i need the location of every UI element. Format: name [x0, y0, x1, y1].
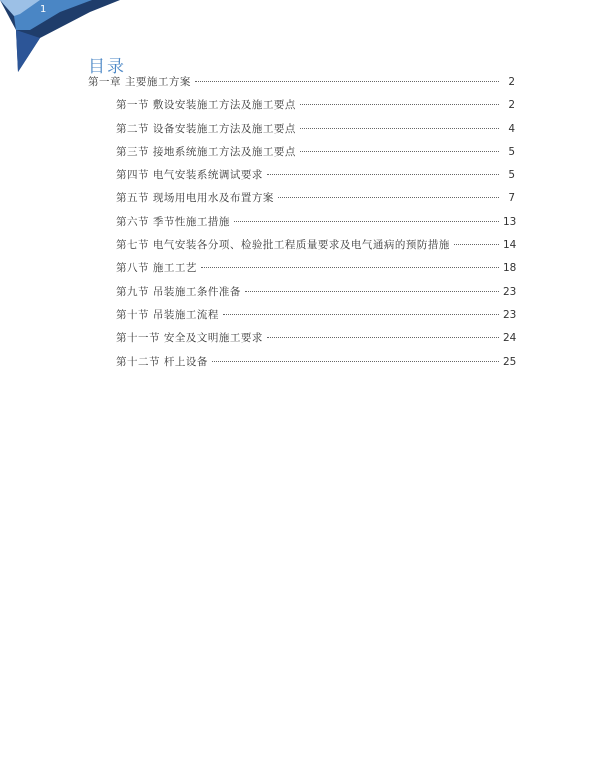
toc-entry[interactable] [88, 284, 515, 307]
toc-dot-leader [234, 221, 499, 222]
toc-dot-leader [454, 244, 499, 245]
toc-entry-label: 第三节 接地系统施工方法及施工要点 [116, 145, 296, 158]
toc-entry-page: 23 [503, 308, 517, 321]
toc-entry[interactable] [88, 144, 515, 167]
toc-dot-leader [300, 104, 499, 105]
toc-entry-page: 23 [503, 285, 517, 298]
toc-dot-leader [201, 267, 499, 268]
toc-dot-leader [278, 197, 499, 198]
toc-entry[interactable] [88, 260, 515, 283]
toc-dot-leader [300, 128, 499, 129]
toc-entry[interactable] [88, 354, 515, 377]
toc-entry[interactable] [88, 74, 515, 97]
toc-entry-label: 第一章 主要施工方案 [88, 76, 191, 88]
toc-entry-page: 13 [503, 215, 517, 228]
toc-entry[interactable] [88, 167, 515, 190]
toc-entry[interactable] [88, 330, 515, 353]
toc-entry-label: 第二节 设备安装施工方法及施工要点 [116, 122, 296, 135]
toc-entry[interactable] [88, 190, 515, 213]
page-number: 1 [40, 4, 47, 15]
toc-entry-label: 第五节 现场用电用水及布置方案 [116, 192, 274, 205]
toc-title: 目录 [88, 57, 126, 77]
toc-entry-page: 5 [508, 169, 515, 182]
toc-dot-leader [267, 174, 499, 175]
toc-entry-label: 第十节 吊装施工流程 [116, 308, 219, 321]
toc-entry-page: 25 [503, 355, 517, 368]
toc-entry[interactable] [88, 237, 515, 260]
toc-entry[interactable] [88, 97, 515, 120]
toc-dot-leader [267, 337, 499, 338]
toc-dot-leader [212, 361, 499, 362]
toc-entry-page: 2 [508, 76, 515, 88]
toc-entry-label: 第十一节 安全及文明施工要求 [116, 332, 263, 345]
toc-entry-page: 2 [508, 99, 515, 112]
toc-entry-label: 第四节 电气安装系统调试要求 [116, 169, 263, 182]
toc-entry-label: 第十二节 杆上设备 [116, 355, 208, 368]
toc-dot-leader [300, 151, 499, 152]
toc-entry-page: 4 [508, 122, 515, 135]
toc-entry-label: 第九节 吊装施工条件准备 [116, 285, 241, 298]
toc-entry-page: 24 [503, 332, 517, 345]
toc-entry-label: 第六节 季节性施工措施 [116, 215, 230, 228]
toc-entry[interactable] [88, 214, 515, 237]
toc-entry-label: 第七节 电气安装各分项、检验批工程质量要求及电气通病的预防措施 [116, 239, 450, 252]
toc-entry[interactable] [88, 307, 515, 330]
table-of-contents [88, 74, 515, 377]
toc-entry-page: 14 [503, 239, 517, 252]
toc-dot-leader [245, 291, 499, 292]
toc-entry-label: 第八节 施工工艺 [116, 262, 197, 275]
toc-entry[interactable] [88, 121, 515, 144]
toc-entry-page: 5 [508, 145, 515, 158]
toc-dot-leader [223, 314, 499, 315]
toc-entry-page: 7 [508, 192, 515, 205]
toc-entry-label: 第一节 敷设安装施工方法及施工要点 [116, 99, 296, 112]
toc-dot-leader [195, 81, 499, 82]
toc-entry-page: 18 [503, 262, 517, 275]
